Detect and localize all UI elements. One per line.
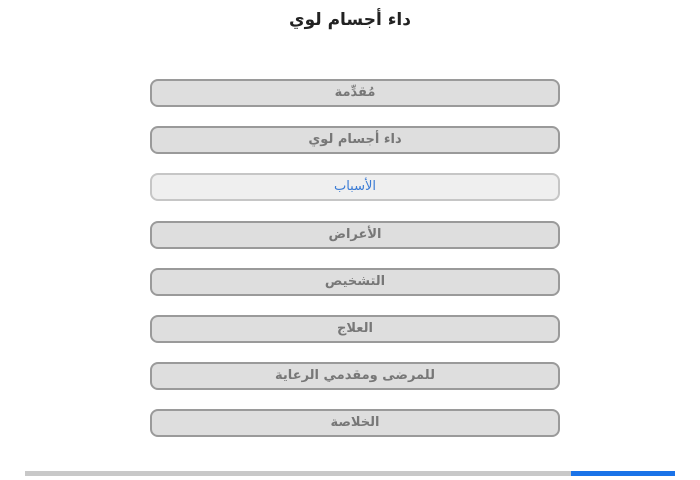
- chapter-menu: [150, 79, 560, 457]
- menu-item-patients-caregivers[interactable]: للمرضى ومقدمي الرعاية: [150, 362, 560, 390]
- menu-item-summary[interactable]: الخلاصة: [150, 409, 560, 437]
- menu-item-lewy-body-disease[interactable]: داء أجسام لوي: [150, 126, 560, 154]
- menu-item-symptoms[interactable]: الأعراض: [150, 221, 560, 249]
- page-title: داء أجسام لوي: [289, 10, 411, 30]
- menu-item-diagnosis[interactable]: التشخيص: [150, 268, 560, 296]
- menu-item-introduction[interactable]: مُقدِّمة: [150, 79, 560, 107]
- progress-bar-fill: [571, 471, 675, 476]
- menu-item-treatment[interactable]: العلاج: [150, 315, 560, 343]
- progress-bar: [25, 471, 675, 476]
- menu-item-causes[interactable]: الأسباب: [150, 173, 560, 201]
